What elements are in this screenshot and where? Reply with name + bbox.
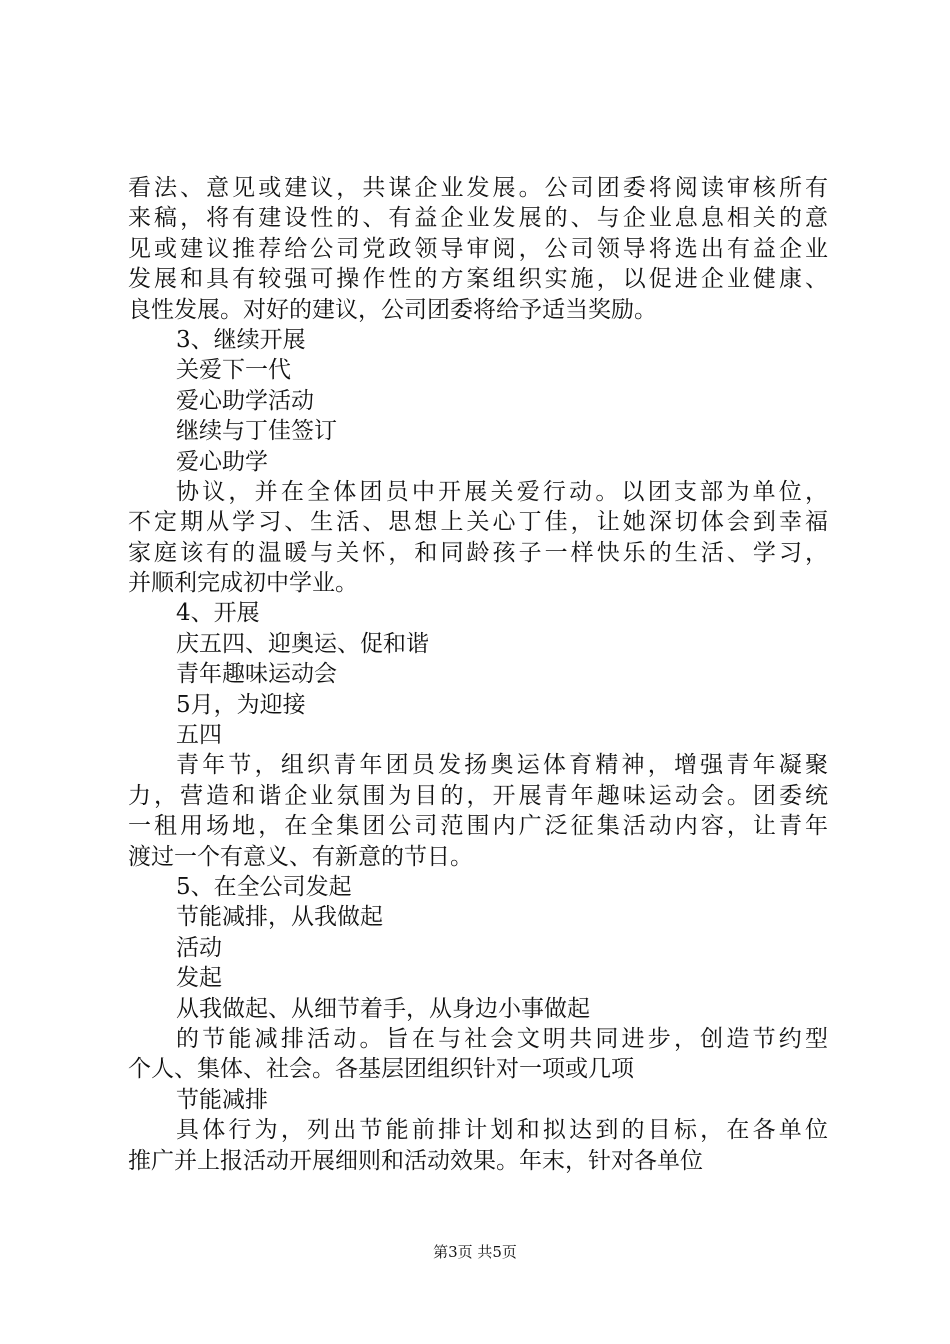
body-line: 见或建议推荐给公司党政领导审阅，公司领导将选出有益企业: [128, 235, 828, 262]
body-line: 发展和具有较强可操作性的方案组织实施，以促进企业健康、: [128, 266, 828, 293]
body-line: 节能减排: [176, 1086, 268, 1113]
section-heading: 4、开展: [176, 600, 260, 627]
body-line: 协议，并在全体团员中开展关爱行动。以团支部为单位，: [176, 478, 828, 505]
body-line: 力，营造和谐企业氛围为目的，开展青年趣味运动会。团委统: [128, 782, 828, 809]
body-line: 继续与丁佳签订: [176, 418, 337, 445]
body-line: 活动: [176, 934, 222, 961]
body-line: 5月，为迎接: [176, 691, 306, 718]
body-line: 具体行为，列出节能前排计划和拟达到的目标，在各单位: [176, 1117, 828, 1144]
body-line: 一租用场地，在全集团公司范围内广泛征集活动内容，让青年: [128, 813, 828, 840]
body-line: 爱心助学活动: [176, 387, 314, 414]
body-line: 推广并上报活动开展细则和活动效果。年末，针对各单位: [128, 1147, 703, 1174]
body-line: 来稿，将有建设性的、有益企业发展的、与企业息息相关的意: [128, 205, 828, 232]
body-line: 看法、意见或建议，共谋企业发展。公司团委将阅读审核所有: [128, 175, 828, 201]
body-line: 个人、集体、社会。各基层团组织针对一项或几项: [128, 1056, 634, 1083]
section-heading: 3、继续开展: [176, 326, 306, 353]
body-line: 五四: [176, 722, 222, 749]
body-line: 庆五四、迎奥运、促和谐: [176, 630, 429, 657]
body-line: 节能减排，从我做起: [176, 904, 383, 931]
document-body: [128, 173, 828, 1176]
page-number-footer: 第3页 共5页: [433, 1243, 517, 1261]
section-heading: 5、在全公司发起: [176, 873, 352, 900]
body-line: 青年节，组织青年团员发扬奥运体育精神，增强青年凝聚: [176, 752, 828, 779]
body-line: 不定期从学习、生活、思想上关心丁佳，让她深切体会到幸福: [128, 509, 828, 536]
body-line: 发起: [176, 965, 222, 992]
body-line: 青年趣味运动会: [176, 661, 337, 688]
body-line: 良性发展。对好的建议，公司团委将给予适当奖励。: [128, 296, 657, 323]
body-line: 家庭该有的温暖与关怀，和同龄孩子一样快乐的生活、学习，: [128, 539, 828, 566]
body-line: 渡过一个有意义、有新意的节日。: [128, 843, 473, 870]
body-line: 从我做起、从细节着手，从身边小事做起: [176, 995, 590, 1022]
body-line: 的节能减排活动。旨在与社会文明共同进步，创造节约型: [176, 1025, 828, 1052]
body-line: 并顺利完成初中学业。: [128, 570, 358, 597]
body-line: 关爱下一代: [176, 357, 291, 384]
body-line: 爱心助学: [176, 448, 268, 475]
